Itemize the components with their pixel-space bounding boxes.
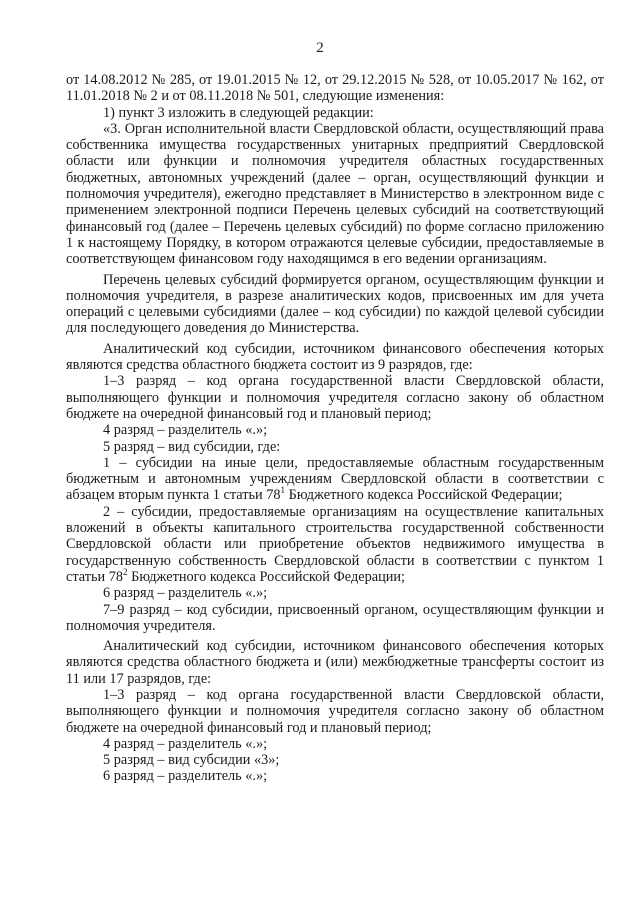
subsidy-type-2-tail: Бюджетного кодекса Российской Федерации;: [127, 568, 406, 585]
subsidy-type-1-text: 1 – субсидии на иные цели, предоставляемые областным государственным бюджетным и автономным учреждениям Свердловской области в соответствии с абзацем вторым пункта 1 статьи 78: [66, 454, 604, 504]
paragraph-digit-6-second: 6 разряд – разделитель «.»;: [103, 768, 268, 785]
page-number: 2: [316, 40, 324, 56]
paragraph-digit-5: 5 разряд – вид субсидии, где:: [103, 438, 281, 455]
paragraph-digit-4: 4 разряд – разделитель «.»;: [103, 422, 268, 439]
paragraph-digit-5-second: 5 разряд – вид субсидии «3»;: [103, 752, 280, 769]
subsidy-type-1-tail: Бюджетного кодекса Российской Федерации;: [285, 487, 563, 504]
article-superscript-1: 1: [280, 485, 286, 496]
article-superscript-2: 2: [123, 566, 128, 577]
paragraph-digit-4-second: 4 разряд – разделитель «.»;: [103, 735, 268, 752]
paragraph-digit-6: 6 разряд – разделитель «.»;: [103, 585, 268, 602]
paragraph-list-formation: Перечень целевых субсидий формируется органом, осуществляющим функции и полномочия учредителя, в разрезе аналитических кодов, присвоенных им для учета операций с целевыми субсидиями (далее – код субсидии) по каждой целевой субсидии для последующего доведения до Министерства.: [66, 271, 604, 337]
paragraph-intro: от 14.08.2012 № 285, от 19.01.2015 № 12, от 29.12.2015 № 528, от 10.05.2017 № 162, от 11.01.2018 № 2 и от 08.11.2018 № 501, следующие изменения:: [66, 72, 604, 105]
paragraph-subsidy-type-1: [66, 455, 604, 504]
document-body: [66, 72, 604, 785]
paragraph-code-9-digits: Аналитический код субсидии, источником финансового обеспечения которых являются средства областного бюджета состоит из 9 разрядов, где:: [66, 340, 604, 374]
paragraph-clause-3: «3. Орган исполнительной власти Свердловской области, осуществляющий права собственника имущества государственных унитарных предприятий Свердловской области или функции и полномочия учредителя областных государственных бюджетных, автономных учреждений (далее – орган, осуществляющий функции и полномочия учредителя), ежегодно представляет в Министерство в электронном виде с применением электронной подписи Перечень целевых субсидий на соответствующий финансовый год (далее – Перечень целевых субсидий) по форме согласно приложению 1 к настоящему Порядку, в котором отражаются целевые субсидии, предоставляемые в соответствующем финансовом году находящимся в его ведении организациям.: [66, 120, 604, 268]
subsidy-type-2-text: 2 – субсидии, предоставляемые организациям на осуществление капитальных вложений в объекты капитального строительства государственной собственности Свердловской области или приобретение объектов недвижимого имущества в государственную собственность Свердловской области в соответствии с пунктом 1 статьи 78: [66, 503, 604, 585]
paragraph-digits-1-3: 1–3 разряд – код органа государственной власти Свердловской области, выполняющего функции и полномочия учредителя согласно закону об областном бюджете на очередной финансовый год и плановый период;: [66, 373, 604, 422]
paragraph-code-11-17-digits: Аналитический код субсидии, источником финансового обеспечения которых являются средства областного бюджета и (или) межбюджетные трансферты состоит из 11 или 17 разрядов, где:: [66, 638, 604, 687]
paragraph-item-1: 1) пункт 3 изложить в следующей редакции:: [103, 104, 374, 121]
paragraph-digits-7-9: 7–9 разряд – код субсидии, присвоенный органом, осуществляющим функции и полномочия учредителя.: [66, 601, 604, 634]
paragraph-subsidy-type-2: [66, 504, 604, 585]
paragraph-digits-1-3-second: 1–3 разряд – код органа государственной власти Свердловской области, выполняющего функции и полномочия учредителя согласно закону об областном бюджете на очередной финансовый год и плановый период;: [66, 686, 604, 736]
